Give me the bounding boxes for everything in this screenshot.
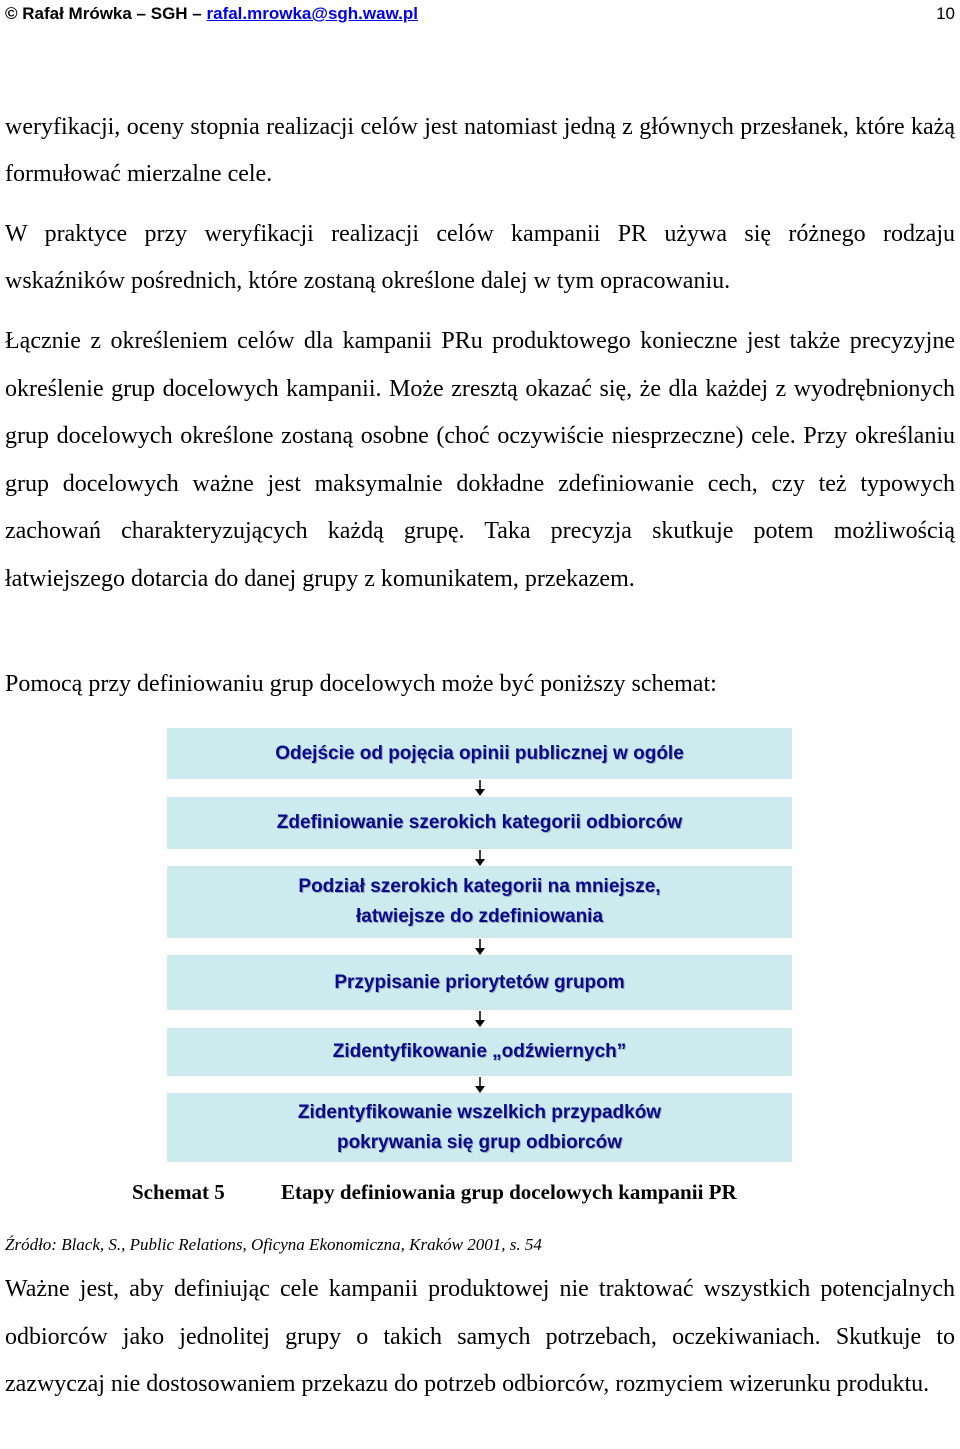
paragraph-4: Pomocą przy definiowaniu grup docelowych może być poniższy schemat: (5, 671, 717, 697)
flow-arrow-4 (469, 1011, 491, 1028)
paragraph-2: W praktyce przy weryfikacji realizacji celów kampanii PR używa się różnego rodzaju wskaźników pośrednich, które zostaną określone dalej w tym opracowaniu. (5, 221, 955, 294)
page-number: 10 (936, 4, 955, 23)
page-header (5, 4, 955, 30)
flow-step-1: Odejście od pojęcia opinii publicznej w ogóle (167, 728, 792, 779)
flow-step-3: Podział szerokich kategorii na mniejsze, łatwiejsze do zdefiniowania (167, 866, 792, 938)
source-details: , Public Relations, Oficyna Ekonomiczna, Kraków 2001, s. 54 (121, 1235, 542, 1254)
flow-arrow-5 (469, 1077, 491, 1094)
flow-step-4: Przypisanie priorytetów grupom (167, 955, 792, 1010)
flow-step-5: Zidentyfikowanie „odźwiernych” (167, 1028, 792, 1076)
caption-label: Schemat 5 (132, 1180, 225, 1204)
flow-arrow-3 (469, 939, 491, 956)
flow-step-2: Zdefiniowanie szerokich kategorii odbiorców (167, 797, 792, 849)
closing-paragraph: Ważne jest, aby definiując cele kampanii produktowej nie traktować wszystkich potencjalnych odbiorców jako jednolitej grupy o takich samych potrzebach, oczekiwaniach. Skutkuje to zazwyczaj nie dostosowaniem przekazu do potrzeb odbiorców, rozmyciem wizerunku produktu. (5, 1276, 955, 1397)
paragraph-1: weryfikacji, oceny stopnia realizacji celów jest natomiast jedną z głównych przesłanek, które każą formułować mierzalne cele. (5, 114, 955, 187)
header-author: © Rafał Mrówka – SGH – rafal.mrowka@sgh.waw.pl (5, 4, 419, 23)
flow-arrow-1 (469, 780, 491, 797)
paragraph-3: Łącznie z określeniem celów dla kampanii PRu produktowego konieczne jest także precyzyjne określenie grup docelowych kampanii. Może zresztą okazać się, że dla każdej z wyodrębnionych grup docelowych określone zostaną osobne (choć oczywiście niesprzeczne) cele. Przy określaniu grup docelowych ważne jest maksymalnie dokładne zdefiniowanie cech, czy też typowych zachowań charakteryzujących każdą grupę. Taka precyzja skutkuje potem możliwością łatwiejszego dotarcia do danej grupy z komunikatem, przekazem. (5, 328, 955, 592)
source-prefix: Źródło: Black, S. (5, 1235, 122, 1254)
author-email-link[interactable]: rafal.mrowka@sgh.waw.pl (206, 4, 419, 23)
flow-arrow-2 (469, 850, 491, 867)
figure-source (5, 1235, 542, 1255)
caption-title: Etapy definiowania grup docelowych kampanii PR (281, 1180, 737, 1204)
flow-step-6: Zidentyfikowanie wszelkich przypadków pokrywania się grup odbiorców (167, 1093, 792, 1162)
